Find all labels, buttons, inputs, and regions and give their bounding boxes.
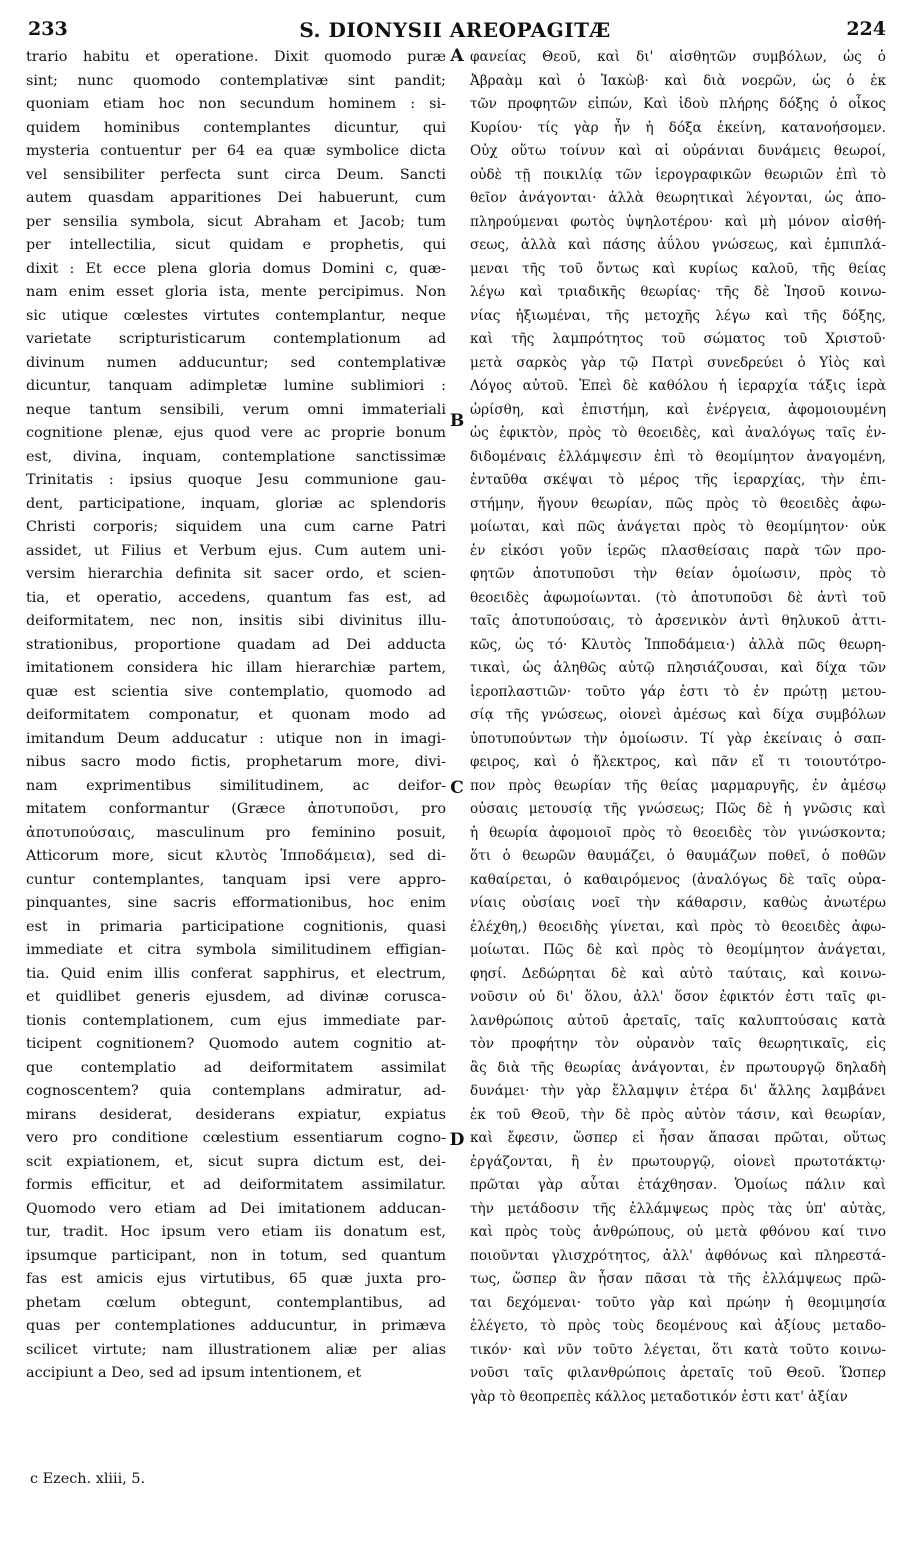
greek-line: σεως, ἀλλὰ καὶ πάσης ἀΰλου γνώσεως, καὶ ἐμπιπλά-: [470, 237, 886, 253]
greek-line: ὡς ἐφικτὸν, πρὸς τὸ θεοειδὲς, καὶ ἀναλόγως ταῖς ἐν-: [470, 425, 886, 441]
latin-line: dixit : Et ecce plena gloria domus Domini c, quæ-: [26, 260, 446, 277]
greek-line: τικόν· καὶ νῦν τοῦτο λέγεται, ὅτι κατὰ τοῦτο κοινω-: [470, 1341, 886, 1358]
latin-line: assidet, ut Filius et Verbum ejus. Cum autem uni-: [26, 542, 446, 559]
latin-line: ticipent cognitionem? Quomodo autem cognitio at-: [26, 1036, 446, 1052]
greek-line: νοῦσι ταῖς φιλανθρώποις ἀρεταῖς τοῦ Θεοῦ. Ὥσπερ: [470, 1365, 886, 1381]
latin-line: tia. Quid enim illis conferat sapphirus, et electrum,: [26, 965, 446, 982]
latin-line: vero pro conditione cœlestium essentiarum cogno-: [26, 1130, 446, 1146]
latin-line: scilicet virtute; nam illustrationem aliæ per alias: [26, 1341, 446, 1358]
latin-line: per intellectilia, sicut quidam e prophetis, qui: [26, 237, 446, 253]
latin-line: scit expiationem, et, sicut supra dictum est, dei-: [26, 1153, 446, 1170]
latin-line: dent, participatione, inquam, gloriæ ac splendoris: [26, 495, 446, 512]
greek-line: ταῖς ἀποτυπούσαις, τὸ ἀρσενικὸν ἀντὶ θηλυκοῦ ἀττι-: [470, 613, 886, 629]
greek-line: ὡρίσθη, καὶ ἐπιστήμη, καὶ ἐνέργεια, ἀφομοιουμένη: [470, 401, 886, 418]
greek-line: τὴν μετάδοσιν τῆς ἐλλάμψεως πρὸς τὰς ὑπ' αὐτὰς,: [470, 1200, 886, 1217]
greek-line: νίας ἠξιωμέναι, τῆς μετοχῆς λέγω καὶ τῆς δόξης,: [470, 307, 886, 324]
greek-column: [470, 46, 886, 1409]
greek-line: φειρος, καὶ ὁ ἤλεκτρος, καὶ πᾶν εἴ τι τοιουτότρο-: [470, 754, 886, 770]
latin-line: imitandum Deum adducatur : utique non in imagi-: [26, 730, 446, 747]
latin-line: strationibus, proportione quadam ad Dei adducta: [26, 636, 446, 653]
greek-line: νίαις οὐσίαις νοεῖ τὴν κάθαρσιν, καθὼς ἀνωτέρω: [470, 895, 886, 911]
latin-line: phetam cœlum obtegunt, contemplantibus, ad: [26, 1294, 446, 1311]
latin-line: est, divina, inquam, contemplatione sanctissimæ: [26, 448, 446, 465]
greek-line: φητῶν ἀποτυποῦσι τὴν θείαν ὁμοίωσιν, πρὸς τὸ: [470, 566, 886, 582]
latin-line: ἀποτυπούσαις, masculinum pro feminino posuit,: [26, 824, 446, 841]
greek-line: καὶ ἔφεσιν, ὥσπερ εἰ ἦσαν ἅπασαι πρῶται, οὕτως: [470, 1130, 886, 1146]
greek-line: θεῖον ἀνάγονται· ἀλλὰ θεωρητικαὶ λέγονται, ὡς ἀπο-: [470, 190, 886, 206]
greek-line: μεναι τῆς τοῦ ὄντως καὶ κυρίως καλοῦ, τῆς θείας: [470, 260, 886, 277]
latin-line: cognitione plenæ, ejus quod vere ac proprie bonum: [26, 425, 446, 441]
latin-line: mirans desiderat, desiderans expiatur, expiatus: [26, 1106, 446, 1123]
latin-line: cognoscentem? quia contemplans admiratur, ad-: [26, 1083, 446, 1099]
latin-line: quoniam etiam hoc non secundum hominem : si-: [26, 96, 446, 112]
latin-line: est in primaria participatione cognitionis, quasi: [26, 918, 446, 935]
greek-line: γὰρ τὸ θεοπρεπὲς κάλλος μεταδοτικόν ἐστι κατ' ἀξίαν: [470, 1388, 848, 1405]
latin-line: que contemplatio ad deiformitatem assimilat: [26, 1059, 446, 1076]
latin-line: autem quasdam apparitiones Dei habuerunt, cum: [26, 190, 446, 206]
greek-line: λέγω καὶ τριαδικῆς θεωρίας· τῆς δὲ Ἰησοῦ κοινω-: [470, 284, 886, 300]
latin-line: divinum numen adducuntur; sed contemplativæ: [26, 354, 446, 371]
latin-line: deiformitatem, nec non, insitis sibi divinitus illu-: [26, 613, 446, 629]
greek-line: ἱεροπλαστιῶν· τοῦτο γάρ ἐστι τὸ ἐν πρώτῃ μετου-: [470, 683, 886, 700]
greek-line: ἐλέγετο, τὸ πρὸς τοὺς δεομένους καὶ ἀξίους μεταδο-: [470, 1318, 886, 1334]
greek-line: ἐκ τοῦ Θεοῦ, τὴν δὲ πρὸς αὐτὸν τάσιν, καὶ θεωρίαν,: [470, 1106, 886, 1123]
latin-line: imitationem considera hic illam hierarchiæ partem,: [26, 660, 446, 676]
latin-line: trario habitu et operatione. Dixit quomodo puræ: [26, 49, 446, 65]
greek-line: πληρούμεναι φωτὸς ὑψηλοτέρου· καὶ μὴ μόνον αἰσθή-: [470, 213, 886, 230]
greek-line: τως, ὥσπερ ἂν ἦσαν πᾶσαι τὰ τῆς ἐλλάμψεως πρῶ-: [470, 1271, 886, 1287]
latin-line: et quidlibet generis ejusdem, ad divinæ corusca-: [26, 989, 446, 1005]
footnote: c Ezech. xliii, 5.: [30, 1471, 146, 1487]
latin-line: tionis contemplationem, cum ejus immediate par-: [26, 1012, 446, 1029]
latin-line: formis efficitur, et ad deiformitatem assimilatur.: [26, 1177, 446, 1193]
greek-line: οὐσαις μετουσίᾳ τῆς γνώσεως; Πῶς δὲ ἡ γνῶσις καὶ: [470, 801, 886, 817]
greek-line: ἐν εἰκόσι γοῦν ἱερῶς πλασθείσαις παρὰ τῶν προ-: [470, 542, 886, 559]
greek-line: τικαὶ, ὡς ἀληθῶς αὐτῷ πλησιάζουσαι, καὶ δίχα τῶν: [470, 660, 886, 676]
greek-line: ἡ θεωρία ἀφομοιοῖ πρὸς τὸ θεοειδὲς τὸν γινώσκοντα;: [470, 824, 886, 841]
latin-line: mitatem conformantur (Græce ἀποτυποῦσι, pro: [26, 801, 446, 817]
latin-line: dicuntur, tanquam adimpletæ lumine sublimiori :: [26, 378, 446, 394]
greek-line: τῶν προφητῶν εἰπών, Καὶ ἰδοὺ πλήρης δόξης ὁ οἶκος: [470, 96, 886, 112]
latin-line: accipiunt a Deo, sed ad ipsum intentionem, et: [26, 1365, 362, 1381]
latin-line: nam enim esset gloria ista, mente percipimus. Non: [26, 284, 446, 300]
greek-line: σίᾳ τῆς γνώσεως, οἱονεὶ ἀμέσως καὶ δίχα συμβόλων: [470, 707, 886, 723]
latin-line: sic utique cœlestes virtutes contemplantur, neque: [26, 307, 446, 324]
latin-line: quæ est scientia sive contemplatio, quomodo ad: [26, 683, 446, 700]
running-header: [24, 18, 886, 48]
latin-line: cuntur contemplantes, tanquam ipsi vere appro-: [26, 871, 446, 888]
greek-line: καὶ τῆς λαμπρότητος τοῦ σώματος τοῦ Χριστοῦ·: [470, 331, 886, 347]
latin-line: ipsumque participant, non in totum, sed quantum: [26, 1247, 446, 1264]
latin-line: Atticorum more, sicut κλυτὸς Ἱπποδάμεια), sed di-: [26, 848, 446, 864]
greek-line: μοίωται, καὶ πῶς ἀνάγεται πρὸς τὸ θεομίμητον· οὐκ: [470, 519, 886, 535]
greek-line: φανείας Θεοῦ, καὶ δι' αἰσθητῶν συμβόλων, ὡς ὁ: [470, 49, 886, 65]
greek-line: Οὐχ οὕτω τοίνυν καὶ αἱ οὐράνιαι δυνάμεις θεωροί,: [470, 143, 886, 159]
section-marker-b: B: [449, 411, 465, 431]
latin-line: sint; nunc quomodo contemplativæ sint pandit;: [26, 72, 446, 89]
latin-line: tur, tradit. Hoc ipsum vero etiam iis donatum est,: [26, 1224, 446, 1240]
greek-line: πον πρὸς θεωρίαν τῆς θείας μαρμαρυγῆς, ἐν ἀμέσῳ: [470, 777, 886, 794]
greek-line: μοίωται. Πῶς δὲ καὶ πρὸς τὸ θεομίμητον ἀνάγεται,: [470, 942, 886, 958]
greek-line: Ἀβραὰμ καὶ ὁ Ἰακὼβ· καὶ διὰ νοερῶν, ὡς ὁ ἐκ: [470, 72, 886, 89]
greek-line: ἐργάζονται, ἢ ἐν πρωτουργῷ, οἱονεὶ πρωτοτάκτῳ·: [470, 1153, 886, 1170]
greek-line: τὸν προφήτην τὸν οὐρανὸν ταῖς θεωρητικαῖς, εἰς: [470, 1036, 886, 1052]
latin-line: per sensilia symbola, sicut Abraham et Jacob; tum: [26, 213, 446, 230]
latin-line: varietate scripturisticarum contemplationum ad: [26, 331, 446, 347]
latin-line: Quomodo vero etiam ad Dei imitationem adducan-: [26, 1200, 446, 1217]
latin-line: quas per contemplationes adducuntur, in primæva: [26, 1318, 446, 1334]
latin-line: versim hierarchia definita sit sacer ordo, et scien-: [26, 566, 446, 582]
latin-line: tia, et operatio, accedens, quantum fas est, ad: [26, 589, 446, 606]
greek-line: Κυρίου· τίς γὰρ ἦν ἡ δόξα ἐκείνη, κατανοήσομεν.: [470, 119, 886, 136]
latin-line: mysteria contuentur per 64 ea quæ symbolice dicta: [26, 143, 446, 159]
latin-line: pinquantes, sine sacris efformationibus, hoc enim: [26, 895, 446, 911]
greek-line: καὶ πρὸς τοὺς ἀνθρώπους, οὐ μετὰ φθόνου καί τινο: [470, 1224, 886, 1240]
latin-line: neque tantum sensibili, verum omni immateriali: [26, 401, 446, 418]
greek-line: στήμην, ἤγουν θεωρίαν, πῶς πρὸς τὸ θεοειδὲς ἀφω-: [470, 495, 886, 512]
latin-line: nibus sacro modo fictis, prophetarum more, divi-: [26, 754, 446, 770]
latin-line: Christi corporis; siquidem una cum carne Patri: [26, 519, 446, 535]
greek-line: πρῶται γὰρ αὗται ἐτάχθησαν. Ὁμοίως πάλιν καὶ: [470, 1177, 886, 1193]
page-number-left: 233: [28, 18, 68, 40]
greek-line: ἐλέχθη,) θεοειδὴς γίνεται, καὶ πρὸς τὸ θεοειδὲς ἀφω-: [470, 918, 886, 935]
greek-line: μετὰ σαρκὸς γὰρ τῷ Πατρὶ συνεδρεύει ὁ Υἱὸς καὶ: [470, 354, 886, 371]
page-number-right: 224: [846, 18, 886, 40]
greek-line: ὅτι ὁ θεωρῶν θαυμάζει, ὁ θαυμάζων ποθεῖ, ὁ ποθῶν: [470, 848, 886, 864]
greek-line: ται δεχόμεναι· τοῦτο γὰρ καὶ πρώην ἡ θεομιμησία: [470, 1294, 886, 1311]
greek-line: ἃς διὰ τῆς θεωρίας ἀνάγονται, ἐν πρωτουργῷ δηλαδὴ: [470, 1059, 886, 1076]
greek-line: κῶς, ὡς τό· Κλυτὸς Ἱπποδάμεια·) ἀλλὰ πῶς θεωρη-: [470, 636, 886, 653]
greek-line: ἐνταῦθα σκέψαι τὸ μέρος τῆς ἱεραρχίας, τὴν ἐπι-: [470, 472, 886, 488]
latin-line: vel sensibiliter perfecta sunt circa Deum. Sancti: [26, 166, 446, 183]
greek-line: Λόγος αὐτοῦ. Ἐπεὶ δὲ καθόλου ἡ ἱεραρχία τάξις ἱερὰ: [470, 378, 886, 394]
greek-line: ποιοῦνται γλισχρότητος, ἀλλ' ἀφθόνως καὶ πληρεστά-: [470, 1247, 886, 1264]
latin-line: quidem hominibus contemplantes dicuntur, qui: [26, 119, 446, 136]
greek-line: ὑποτυπούντων τὴν ὁμοίωσιν. Τί γὰρ ἐκείναις ὁ σαπ-: [470, 730, 886, 747]
greek-line: θεοειδὲς ἀφωμοίωνται. (τὸ ἀποτυποῦσι δὲ ἀντὶ τοῦ: [470, 589, 886, 606]
greek-line: οὐδὲ τῇ ποικιλίᾳ τῶν ἱερογραφικῶν θεωριῶν ἐπὶ τὸ: [470, 166, 886, 183]
greek-line: καθαίρεται, ὁ καθαιρόμενος (ἀναλόγως δὲ ταῖς οὐρα-: [470, 871, 886, 888]
running-title: S. DIONYSII AREOPAGITÆ: [299, 18, 611, 42]
latin-line: deiformitatem componatur, et quonam modo ad: [26, 707, 446, 723]
latin-column: [26, 46, 446, 1386]
section-marker-c: C: [450, 778, 464, 798]
greek-line: λανθρώποις αὐτοῦ ἀρεταῖς, ταῖς καλυπτούσαις κατὰ: [470, 1012, 886, 1029]
section-marker-d: D: [449, 1130, 465, 1150]
section-marker-a: A: [450, 46, 464, 66]
greek-line: διδομέναις ἐλλάμψεσιν ἐπὶ τὸ θεομίμητον ἀναγομένη,: [470, 448, 886, 465]
greek-line: δυνάμει· τὴν γὰρ ἔλλαμψιν ἑτέρα δι' ἄλλης λαμβάνει: [470, 1083, 886, 1099]
greek-line: νοῦσιν οὐ δι' ὅλου, ἀλλ' ὅσον ἐφικτόν ἐστι ταῖς φι-: [470, 989, 886, 1005]
latin-line: nam exprimentibus similitudinem, ac deifor-: [26, 777, 446, 794]
latin-line: immediate et citra symbola similitudinem effigian-: [26, 942, 446, 958]
greek-line: φησί. Δεδώρηται δὲ καὶ αὐτὸ ταύταις, καὶ κοινω-: [470, 965, 886, 982]
latin-line: fas est amicis ejus virtutibus, 65 quæ juxta pro-: [26, 1271, 446, 1287]
latin-line: Trinitatis : ipsius quoque Jesu communione gau-: [26, 472, 446, 488]
